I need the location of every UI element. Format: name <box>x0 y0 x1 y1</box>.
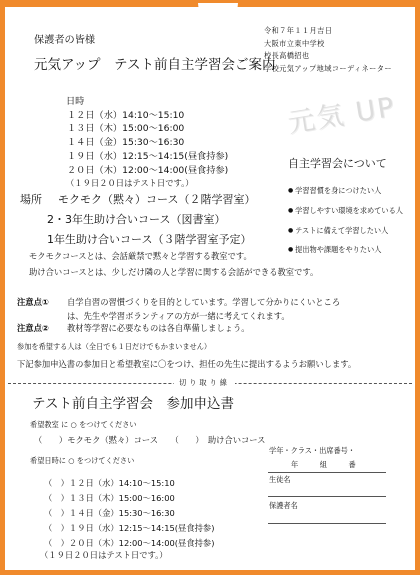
student-name-label: 生徒名 <box>269 475 291 484</box>
note2-text: 教材等学習に必要なものは各自準備しましょう。 <box>67 323 250 333</box>
schedule-row: １９日（水）12:15～14:15(昼食持参) <box>67 150 229 162</box>
principal-name: 校長高橋招也 <box>264 51 310 61</box>
form-title: テスト前自主学習会 参加申込書 <box>32 396 234 412</box>
about-item: ● 学習しやすい環境を求めている人 <box>288 201 403 221</box>
note1-line: 自学自習の習慣づくりを目的としています。学習して分かりにくいところ <box>67 297 341 307</box>
schedule-test-note: （１９日２０日はテスト日です。） <box>66 178 194 189</box>
class-label: 学年・クラス・出席番号・ <box>269 446 356 455</box>
punch-notch <box>198 3 238 21</box>
note1-label: 注意点① <box>17 297 49 307</box>
schedule-row: １４日（金）15:30～16:30 <box>67 137 185 149</box>
day-option[interactable]: （ ）１４日（金）15:30～16:30 <box>44 508 175 518</box>
place-course-senior: 2・3年生助け合いコース（図書室） <box>47 213 226 226</box>
genki-up-watermark: 元気 UP <box>285 91 398 140</box>
day-prompt: 希望日時に ○ をつけてください <box>30 456 135 465</box>
place-label: 場所 <box>20 193 42 206</box>
day-option[interactable]: （ ）１２日（水）14:10～15:10 <box>44 478 175 488</box>
day-option[interactable]: （ ）１９日（水）12:15～14:15(昼食持参) <box>44 523 215 533</box>
guardian-name-label: 保護者名 <box>269 501 298 510</box>
about-title: 自主学習会について <box>288 157 387 170</box>
place-course-mokumoku: モクモク（黙々）コース（２階学習室） <box>58 193 256 206</box>
cut-line-label: 切り取り線 <box>174 378 235 388</box>
note2-label: 注意点② <box>17 323 49 333</box>
note1-text <box>67 296 340 323</box>
schedule-row: ２０日（木）12:00～14:00(昼食持参) <box>67 164 229 176</box>
about-list <box>288 181 403 260</box>
class-underline[interactable] <box>268 472 386 473</box>
note1-line: は、先生や学習ボランティアの方が一緒に考えてくれます。 <box>67 310 290 321</box>
coordinator-line: 学校元気アップ地域コーディネーター <box>264 63 392 73</box>
day-option[interactable]: （ ）２０日（木）12:00～14:00(昼食持参) <box>44 538 215 548</box>
schedule-label: 日時 <box>66 96 85 107</box>
schedule-row: １３日（木）15:00～16:00 <box>67 123 185 135</box>
room-prompt: 希望教室 に ○ をつけてください <box>30 420 137 429</box>
schedule-row: １２日（水）14:10～15:10 <box>67 109 185 121</box>
helping-description: 助け合いコースとは、少しだけ隣の人と学習に関する会話ができる教室です。 <box>29 267 319 277</box>
about-item: ● 学習習慣を身につけたい人 <box>288 181 403 201</box>
recipient-line: 保護者の皆様 <box>34 35 96 46</box>
page-title: 元気アップ テスト前自主学習会ご案内 <box>34 57 276 73</box>
place-course-first-year: 1年生助け合いコース（３階学習室予定） <box>47 233 252 246</box>
student-name-line[interactable] <box>268 496 386 497</box>
about-item: ● テストに備えて学習したい人 <box>288 221 403 241</box>
form-test-note: （１９日２０日はテスト日です。） <box>40 550 168 560</box>
schedule-block <box>66 95 228 191</box>
room-options[interactable]: （ ）モクモク（黙々）コース （ ） 助け合いコース <box>34 435 266 445</box>
day-options <box>44 476 214 551</box>
day-option[interactable]: （ ）１３日（木）15:00～16:00 <box>44 493 175 503</box>
attend-line: 参加を希望する人は（全日でも１日だけでもかまいません） <box>17 342 212 351</box>
about-item: ● 提出物や課題をやりたい人 <box>288 240 403 260</box>
mokumoku-description: モクモクコースとは、会話厳禁で黙々と学習する教室です。 <box>29 251 252 261</box>
school-name: 大阪市立東中学校 <box>264 38 325 48</box>
class-slots: 年 組 番 <box>291 460 356 469</box>
guardian-name-line[interactable] <box>268 523 386 524</box>
submit-instruction: 下記参加申込書の参加日と希望教室に〇をつけ、担任の先生に提出するようお願いします。 <box>17 359 357 369</box>
issue-date: 令和７年１１月吉日 <box>264 26 333 35</box>
school-info <box>264 25 392 75</box>
